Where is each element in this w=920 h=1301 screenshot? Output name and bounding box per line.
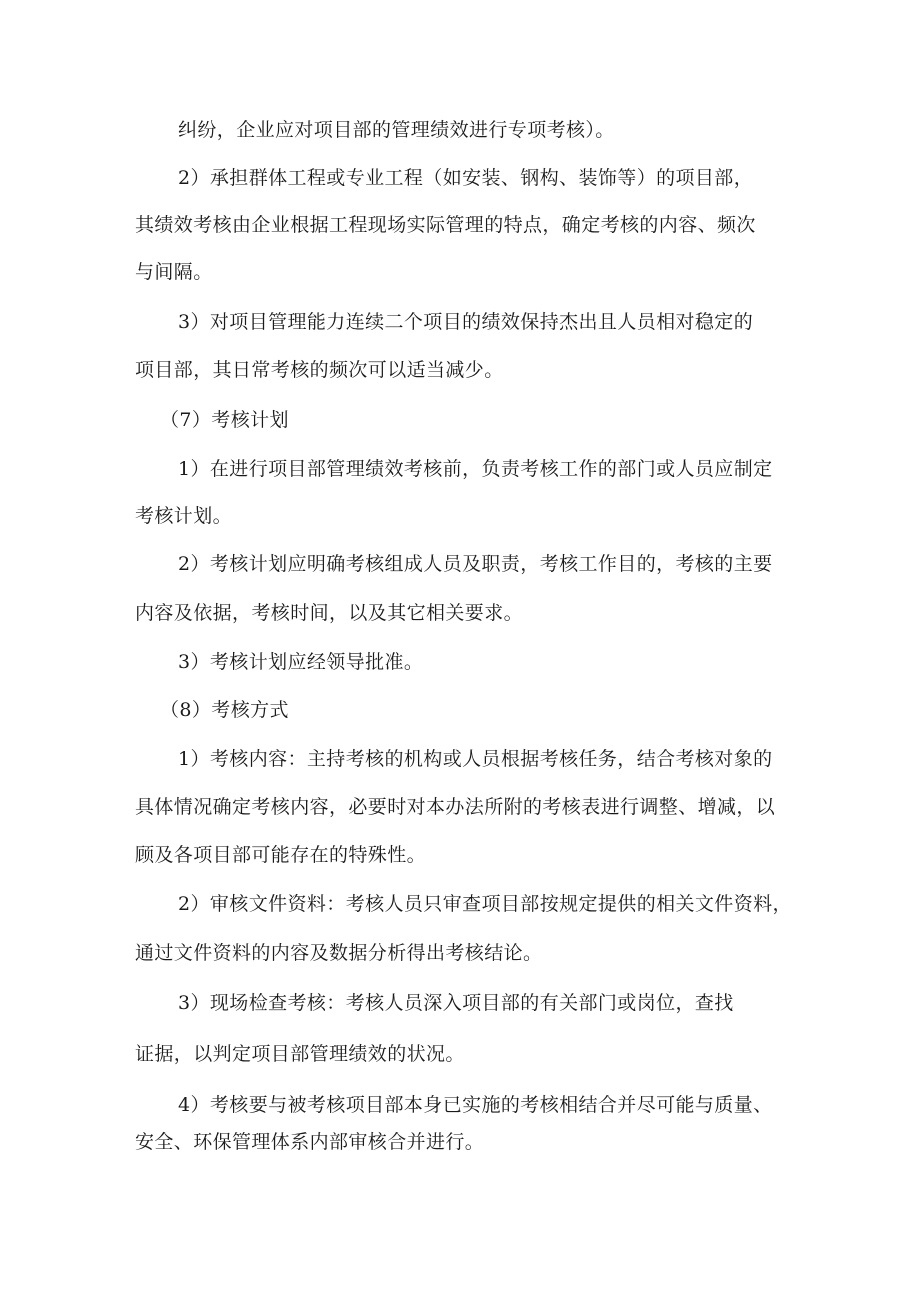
text-line: 顾及各项目部可能存在的特殊性。: [135, 844, 427, 866]
text-line: 安全、环保管理体系内部审核合并进行。: [135, 1131, 485, 1153]
text-line: 2）审核文件资料：考核人员只审查项目部按规定提供的相关文件资料，: [178, 893, 792, 915]
text-line: 证据，以判定项目部管理绩效的状况。: [135, 1043, 465, 1065]
text-line: 3）考核计划应经领导批准。: [178, 651, 424, 673]
section-heading: （8）考核方式: [160, 699, 289, 721]
text-line: 项目部，其日常考核的频次可以适当减少。: [135, 359, 504, 381]
text-line: 2）承担群体工程或专业工程（如安装、钢构、装饰等）的项目部，: [178, 167, 754, 189]
text-line: 3）对项目管理能力连续二个项目的绩效保持杰出且人员相对稳定的: [178, 311, 754, 333]
text-line: 内容及依据，考核时间，以及其它相关要求。: [135, 602, 524, 624]
text-line: 4）考核要与被考核项目部本身已实施的考核相结合并尽可能与质量、: [178, 1094, 773, 1116]
text-line: 其绩效考核由企业根据工程现场实际管理的特点，确定考核的内容、频次: [135, 214, 756, 236]
text-line: 与间隔。: [135, 261, 213, 283]
section-heading: （7）考核计划: [160, 409, 289, 431]
text-line: 纠纷，企业应对项目部的管理绩效进行专项考核）。: [178, 119, 615, 141]
text-line: 1）考核内容：主持考核的机构或人员根据考核任务，结合考核对象的: [178, 748, 773, 770]
text-line: 具体情况确定考核内容，必要时对本办法所附的考核表进行调整、增减，以: [135, 796, 776, 818]
text-line: 通过文件资料的内容及数据分析得出考核结论。: [135, 942, 543, 964]
text-line: 3）现场检查考核：考核人员深入项目部的有关部门或岗位，查找: [178, 992, 734, 1014]
text-line: 1）在进行项目部管理绩效考核前，负责考核工作的部门或人员应制定: [178, 458, 773, 480]
text-line: 考核计划。: [135, 505, 233, 527]
text-line: 2）考核计划应明确考核组成人员及职责，考核工作目的，考核的主要: [178, 553, 773, 575]
